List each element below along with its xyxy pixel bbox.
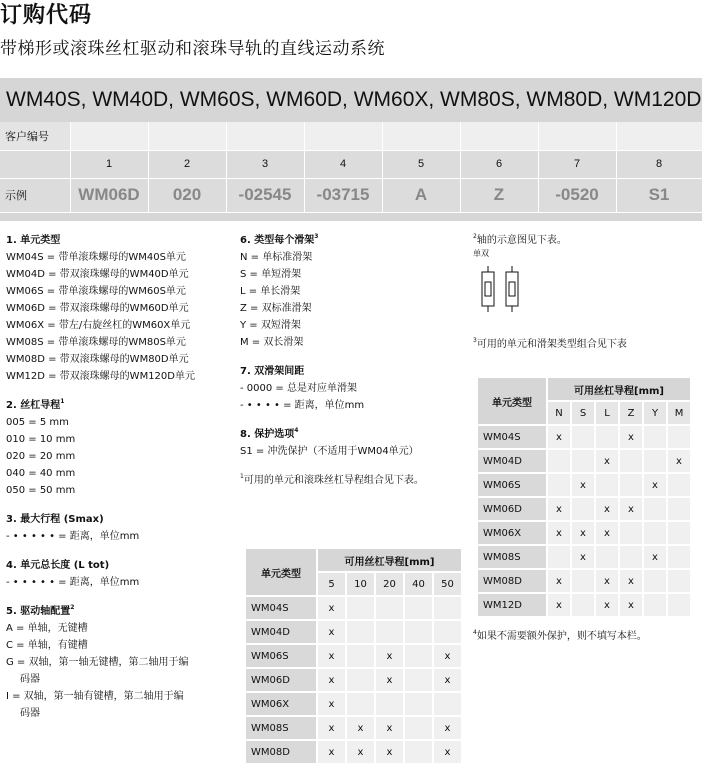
table-row (477, 593, 691, 617)
availability-cell (346, 620, 375, 644)
availability-cell (643, 569, 667, 593)
example-value: A (382, 178, 460, 212)
unit-type-cell: WM06D (477, 497, 547, 521)
table-row (477, 449, 691, 473)
section-heading-drive-shaft: 5. 驱动轴配置$^2$ (6, 604, 75, 617)
option-item: G = 双轴，第一轴无键槽，第二轴用于编 (6, 657, 189, 668)
sketch-label: 单双 (473, 249, 489, 258)
availability-cell (571, 497, 595, 521)
availability-cell (667, 425, 691, 449)
section-heading-protection: 8. 保护选项$^4$ (240, 427, 299, 440)
table-row (245, 596, 462, 620)
column-header: L (595, 401, 619, 425)
availability-cell (346, 668, 375, 692)
option-item: WM06X = 带左/右旋丝杠的WM60X单元 (6, 320, 191, 331)
availability-cell: x (317, 596, 346, 620)
option-item: 010 = 10 mm (6, 434, 76, 445)
section-heading-total-length: 4. 单元总长度 (L tot) (6, 560, 110, 571)
option-item: - • • • • • = 距离，单位mm (6, 531, 140, 542)
availability-cell: x (547, 593, 571, 617)
availability-cell (346, 596, 375, 620)
availability-cell (667, 497, 691, 521)
table-row (477, 473, 691, 497)
availability-cell (433, 596, 462, 620)
section-heading-max-stroke: 3. 最大行程 (Smax) (6, 514, 104, 525)
table-row (245, 620, 462, 644)
page-title: 订购代码 (0, 3, 93, 28)
column-header: 40 (404, 572, 433, 596)
option-item: WM04S = 带单滚珠螺母的WM40S单元 (6, 252, 186, 263)
carriage-combination-table (476, 376, 692, 618)
availability-cell: x (375, 644, 404, 668)
option-item: WM06D = 带双滚珠螺母的WM60D单元 (6, 303, 189, 314)
option-item: 码器 (20, 708, 40, 719)
availability-cell (619, 521, 643, 545)
footnote-2: $^2$轴的示意图见下表。 (473, 233, 567, 246)
table-row (245, 740, 462, 764)
option-item: C = 单轴，有键槽 (6, 640, 88, 651)
availability-cell (404, 692, 433, 716)
table-row (477, 569, 691, 593)
unit-type-cell: WM06D (245, 668, 317, 692)
option-item: WM08D = 带双滚珠螺母的WM80D单元 (6, 354, 189, 365)
option-item: 005 = 5 mm (6, 417, 69, 428)
availability-cell: x (547, 569, 571, 593)
availability-cell (547, 545, 571, 569)
unit-type-cell: WM06X (477, 521, 547, 545)
option-item: S = 单短滑架 (240, 269, 302, 280)
availability-cell: x (317, 740, 346, 764)
example-value: -0520 (538, 178, 616, 212)
pitch-group-header: 可用丝杠导程[mm] (317, 548, 462, 572)
availability-cell (547, 473, 571, 497)
column-header: 5 (317, 572, 346, 596)
availability-cell: x (317, 692, 346, 716)
position-number: 4 (304, 150, 382, 178)
options-column-1 (6, 232, 231, 722)
availability-cell: x (619, 569, 643, 593)
option-item: M = 双长滑架 (240, 337, 304, 348)
table-row (477, 497, 691, 521)
availability-cell (404, 596, 433, 620)
availability-cell: x (619, 497, 643, 521)
separator-bar (0, 213, 702, 221)
availability-cell (375, 620, 404, 644)
availability-cell: x (433, 740, 462, 764)
position-number: 3 (226, 150, 304, 178)
model-list-text: WM40S, WM40D, WM60S, WM60D, WM60X, WM80S, WM80D, WM120D (6, 88, 702, 111)
option-item: I = 双轴，第一轴有键槽，第二轴用于编 (6, 691, 184, 702)
position-number-label (0, 150, 70, 178)
availability-cell (643, 425, 667, 449)
availability-cell: x (433, 644, 462, 668)
column-header: S (571, 401, 595, 425)
customer-number-cell[interactable] (70, 122, 148, 150)
customer-number-cell[interactable] (538, 122, 616, 150)
availability-cell: x (547, 497, 571, 521)
table-row (477, 521, 691, 545)
option-item: L = 单长滑架 (240, 286, 301, 297)
availability-cell: x (317, 716, 346, 740)
availability-cell: x (595, 497, 619, 521)
example-value: WM06D (70, 178, 148, 212)
availability-cell (433, 692, 462, 716)
section-heading-screw-pitch: 2. 丝杠导程$^1$ (6, 398, 65, 411)
availability-cell: x (595, 521, 619, 545)
availability-cell (643, 521, 667, 545)
availability-cell: x (433, 716, 462, 740)
example-label: 示例 (0, 178, 70, 212)
availability-cell (404, 644, 433, 668)
position-number-row (0, 150, 702, 178)
example-value: -02545 (226, 178, 304, 212)
unit-type-header: 单元类型 (245, 548, 317, 596)
unit-type-cell: WM08D (477, 569, 547, 593)
availability-cell (667, 569, 691, 593)
availability-cell: x (667, 449, 691, 473)
option-item: Y = 双短滑架 (240, 320, 301, 331)
position-number: 2 (148, 150, 226, 178)
customer-number-cell[interactable] (616, 122, 702, 150)
availability-cell (667, 545, 691, 569)
availability-cell: x (317, 668, 346, 692)
availability-cell (404, 716, 433, 740)
availability-cell (571, 593, 595, 617)
availability-cell (643, 497, 667, 521)
availability-cell (667, 473, 691, 497)
availability-cell: x (547, 425, 571, 449)
column-header: N (547, 401, 571, 425)
example-value: S1 (616, 178, 702, 212)
table-row (245, 668, 462, 692)
customer-number-cell[interactable] (304, 122, 382, 150)
position-number: 5 (382, 150, 460, 178)
example-value: -03715 (304, 178, 382, 212)
unit-type-cell: WM06S (245, 644, 317, 668)
example-value: 020 (148, 178, 226, 212)
column-header: 20 (375, 572, 404, 596)
unit-type-cell: WM04S (245, 596, 317, 620)
footnote-1: $^1$可用的单元和滚珠丝杠导程组合见下表。 (240, 473, 424, 486)
section-heading-carriage-type: 6. 类型每个滑架$^3$ (240, 233, 319, 246)
availability-cell: x (375, 716, 404, 740)
option-item: Z = 双标准滑架 (240, 303, 312, 314)
availability-cell (571, 449, 595, 473)
table-row (245, 692, 462, 716)
customer-number-row (0, 122, 702, 150)
option-item: 020 = 20 mm (6, 451, 76, 462)
column-header: Z (619, 401, 643, 425)
availability-cell: x (595, 449, 619, 473)
example-value: Z (460, 178, 538, 212)
availability-cell (547, 449, 571, 473)
column-header: Y (643, 401, 667, 425)
availability-cell (404, 740, 433, 764)
availability-cell (595, 473, 619, 497)
option-item: N = 单标准滑架 (240, 252, 313, 263)
shaft-sketch-icon (478, 264, 528, 314)
availability-cell: x (571, 521, 595, 545)
availability-cell: x (571, 545, 595, 569)
option-item: WM08S = 带单滚珠螺母的WM80S单元 (6, 337, 186, 348)
availability-cell: x (619, 425, 643, 449)
unit-type-cell: WM08S (477, 545, 547, 569)
column-header: 50 (433, 572, 462, 596)
availability-cell (571, 425, 595, 449)
position-number: 7 (538, 150, 616, 178)
availability-cell: x (619, 593, 643, 617)
option-item: 码器 (20, 674, 40, 685)
section-heading-carriage-distance: 7. 双滑架间距 (240, 366, 305, 377)
option-item: A = 单轴，无键槽 (6, 623, 88, 634)
customer-number-cell[interactable] (226, 122, 304, 150)
availability-cell (667, 521, 691, 545)
availability-cell (346, 644, 375, 668)
unit-type-cell: WM06S (477, 473, 547, 497)
unit-type-cell: WM12D (477, 593, 547, 617)
availability-cell: x (433, 668, 462, 692)
page-subtitle: 带梯形或滚珠丝杠驱动和滚珠导轨的直线运动系统 (0, 39, 385, 59)
availability-cell (643, 449, 667, 473)
availability-cell (571, 569, 595, 593)
option-item: - • • • • = 距离，单位mm (240, 400, 365, 411)
availability-cell: x (595, 569, 619, 593)
table-row (477, 425, 691, 449)
column-header: M (667, 401, 691, 425)
pitch-group-header: 可用丝杠导程[mm] (547, 377, 691, 401)
availability-cell: x (595, 593, 619, 617)
availability-cell (375, 692, 404, 716)
availability-cell (595, 545, 619, 569)
column-header: 10 (346, 572, 375, 596)
option-item: WM12D = 带双滚珠螺母的WM120D单元 (6, 371, 195, 382)
option-item: 050 = 50 mm (6, 485, 76, 496)
availability-cell (404, 668, 433, 692)
position-number: 6 (460, 150, 538, 178)
option-item: 040 = 40 mm (6, 468, 76, 479)
availability-cell: x (317, 644, 346, 668)
option-item: WM06S = 带单滚珠螺母的WM60S单元 (6, 286, 186, 297)
option-item: WM04D = 带双滚珠螺母的WM40D单元 (6, 269, 189, 280)
option-item: - • • • • • = 距离，单位mm (6, 577, 140, 588)
availability-cell (375, 596, 404, 620)
customer-number-cell[interactable] (148, 122, 226, 150)
example-row (0, 178, 702, 212)
availability-cell: x (547, 521, 571, 545)
section-heading-unit-type: 1. 单元类型 (6, 235, 61, 246)
footnote-3: $^3$可用的单元和滑架类型组合见下表 (473, 337, 627, 350)
table-row (477, 545, 691, 569)
unit-type-cell: WM08D (245, 740, 317, 764)
unit-type-cell: WM04S (477, 425, 547, 449)
customer-number-cell[interactable] (460, 122, 538, 150)
availability-cell (619, 473, 643, 497)
options-column-3 (473, 232, 698, 259)
availability-cell: x (571, 473, 595, 497)
availability-cell: x (375, 668, 404, 692)
unit-type-header: 单元类型 (477, 377, 547, 425)
availability-cell: x (346, 740, 375, 764)
availability-cell: x (375, 740, 404, 764)
availability-cell (595, 425, 619, 449)
unit-type-cell: WM08S (245, 716, 317, 740)
availability-cell (643, 593, 667, 617)
unit-type-cell: WM06X (245, 692, 317, 716)
availability-cell (346, 692, 375, 716)
table-row (245, 716, 462, 740)
availability-cell (619, 545, 643, 569)
availability-cell: x (317, 620, 346, 644)
pitch-combination-table (244, 547, 463, 765)
position-number: 8 (616, 150, 702, 178)
option-item: - 0000 = 总是对应单滑架 (240, 383, 357, 394)
unit-type-cell: WM04D (245, 620, 317, 644)
customer-number-label: 客户编号 (0, 122, 70, 150)
table-row (245, 644, 462, 668)
availability-cell: x (346, 716, 375, 740)
availability-cell (619, 449, 643, 473)
order-code-grid (0, 122, 702, 213)
customer-number-cell[interactable] (382, 122, 460, 150)
options-column-2 (240, 232, 465, 489)
footnote-4: $^4$如果不需要额外保护，则不填写本栏。 (473, 629, 647, 642)
availability-cell (404, 620, 433, 644)
model-list-bar (0, 78, 702, 122)
availability-cell (667, 593, 691, 617)
position-number: 1 (70, 150, 148, 178)
availability-cell: x (643, 473, 667, 497)
availability-cell (433, 620, 462, 644)
option-item: S1 = 冲洗保护（不适用于WM04单元） (240, 446, 419, 457)
availability-cell: x (643, 545, 667, 569)
unit-type-cell: WM04D (477, 449, 547, 473)
